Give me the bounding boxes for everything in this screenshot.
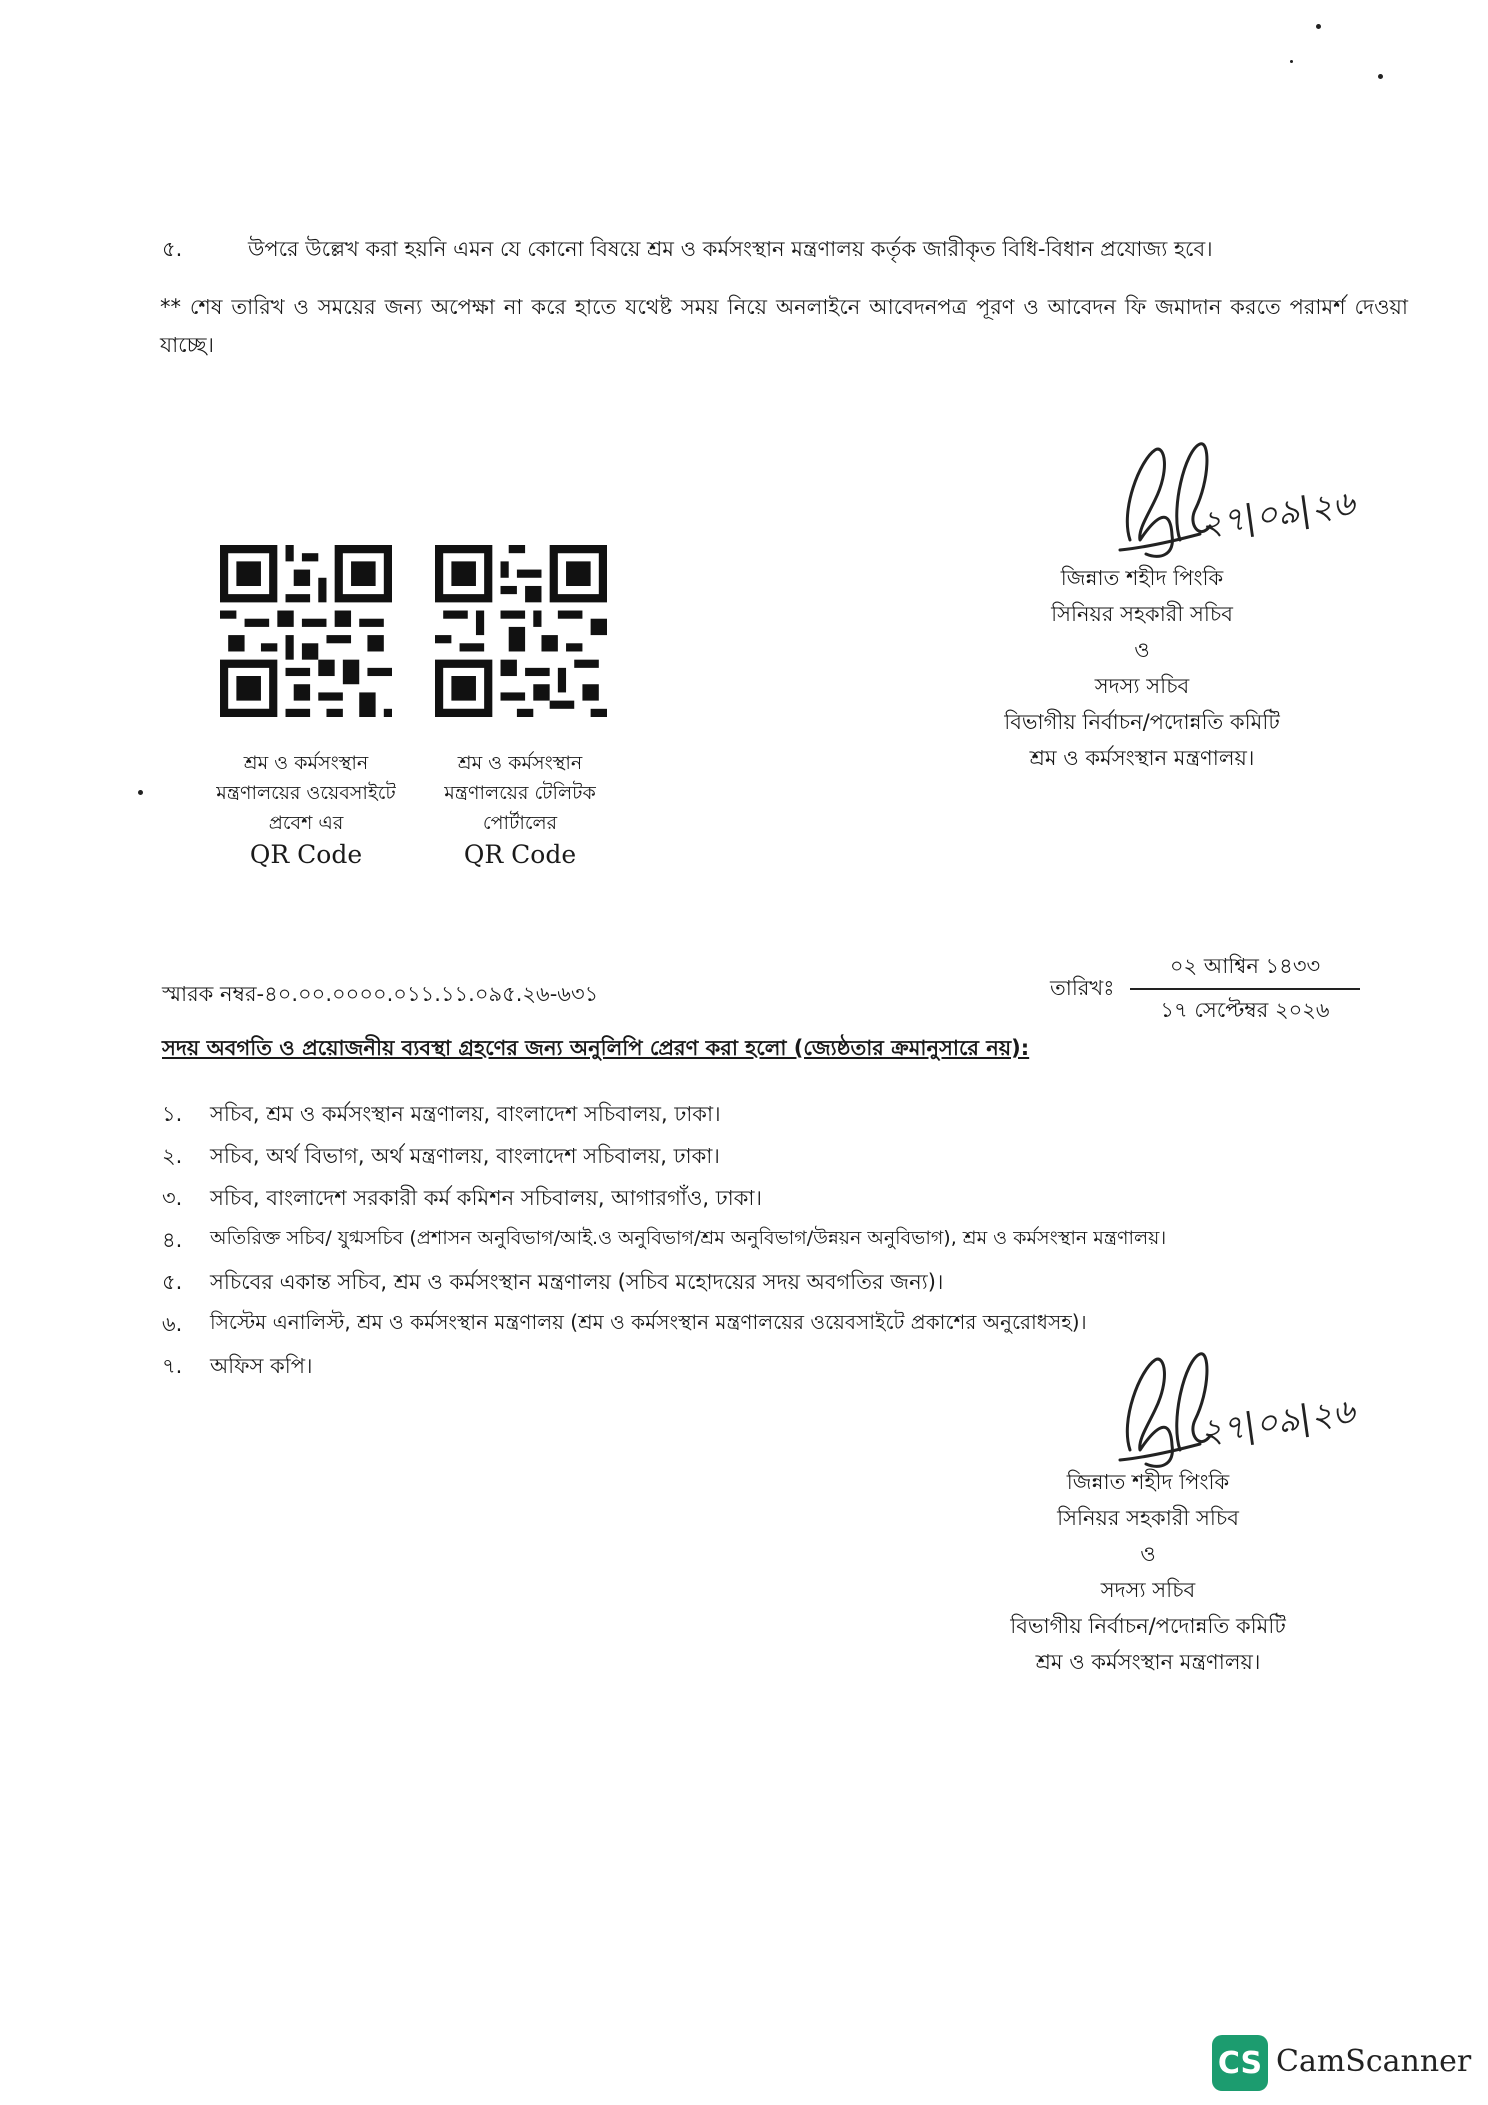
signatory-name: জিন্নাত শহীদ পিংকি [1060,566,1224,590]
signature-block-2 [968,1464,1328,1680]
signatory-role: সদস্য সচিব [1094,674,1190,698]
item-5 [0,232,1488,272]
signatory-conj: ও [1134,638,1150,662]
list-text: সচিব, শ্রম ও কর্মসংস্থান মন্ত্রণালয়, বাংলাদেশ সচিবালয়, ঢাকা। [210,1102,721,1126]
list-number: ৪. [162,1228,183,1252]
list-item [162,1098,1428,1138]
date-label: তারিখঃ [1050,976,1115,1000]
list-number: ৭. [162,1354,183,1378]
signatory-ministry: শ্রম ও কর্মসংস্থান মন্ত্রণালয়। [1029,746,1255,770]
qr-caption-website [196,748,416,872]
signatory-committee: বিভাগীয় নির্বাচন/পদোন্নতি কমিটি [1004,710,1280,734]
list-number: ৩. [162,1186,183,1210]
list-text: সচিব, অর্থ বিভাগ, অর্থ মন্ত্রণালয়, বাংলাদেশ সচিবালয়, ঢাকা। [210,1144,720,1168]
list-text: সচিবের একান্ত সচিব, শ্রম ও কর্মসংস্থান মন্ত্রণালয় (সচিব মহোদয়ের সদয় অবগতির জন্য)। [210,1270,944,1294]
qr-code-icon [435,545,607,717]
qr-caption-teletalk [410,748,630,872]
qr-caption-line: প্রবেশ এর [268,812,344,834]
copy-heading: সদয় অবগতি ও প্রয়োজনীয় ব্যবস্থা গ্রহণের জন্য অনুলিপি প্রেরণ করা হলো (জ্যেষ্ঠতার ক্রমানুসারে নয়): [162,1036,1030,1060]
list-text: অতিরিক্ত সচিব/ যুগ্মসচিব (প্রশাসন অনুবিভাগ/আই.ও অনুবিভাগ/শ্রম অনুবিভাগ/উন্নয়ন অনুবিভাগ), শ্রম ও কর্মসংস্থান মন্ত্রণালয়। [210,1227,1167,1249]
list-number: ১. [162,1102,183,1126]
qr-caption-line: শ্রম ও কর্মসংস্থান [243,752,369,774]
signature-date: ২৭|০৯|২৬ [1197,483,1358,545]
list-item [162,1140,1428,1180]
list-text: অফিস কপি। [210,1354,313,1378]
scan-speck [1378,74,1383,79]
list-number: ২. [162,1144,183,1168]
signatory-name: জিন্নাত শহীদ পিংকি [1066,1470,1230,1494]
list-item [162,1224,1428,1264]
signatory-designation: সিনিয়র সহকারী সচিব [1051,602,1233,626]
camscanner-logo-icon: CS [1212,2035,1268,2091]
qr-caption-line: মন্ত্রণালয়ের টেলিটক [444,782,596,804]
qr-caption-line: পোর্টালের [482,812,558,834]
signatory-conj: ও [1140,1542,1156,1566]
signatory-designation: সিনিয়র সহকারী সচিব [1057,1506,1239,1530]
qr-code-label: QR Code [463,840,577,869]
qr-code-label: QR Code [249,840,363,869]
list-text: সিস্টেম এনালিস্ট, শ্রম ও কর্মসংস্থান মন্ত্রণালয় (শ্রম ও কর্মসংস্থান মন্ত্রণালয়ের ওয়েবসাইটে প্রকাশের অনুরোধসহ)। [210,1310,1087,1334]
camscanner-watermark: CamScanner [1276,2044,1472,2079]
date-bangla: ০২ আশ্বিন ১৪৩৩ [1169,954,1321,978]
item-5-text: উপরে উল্লেখ করা হয়নি এমন যে কোনো বিষয়ে শ্রম ও কর্মসংস্থান মন্ত্রণালয় কর্তৃক জারীকৃত বিধি-বিধান প্রযোজ্য হবে। [248,237,1213,261]
list-number: ৬. [162,1312,183,1336]
qr-caption-line: শ্রম ও কর্মসংস্থান [457,752,583,774]
qr-code-icon [220,545,392,717]
list-item [162,1182,1428,1222]
qr-caption-line: মন্ত্রণালয়ের ওয়েবসাইটে [216,782,396,804]
list-number: ৫. [162,1270,183,1294]
scan-speck [138,790,143,795]
signatory-role: সদস্য সচিব [1100,1578,1196,1602]
item-5-number: ৫. [162,237,183,261]
signatory-committee: বিভাগীয় নির্বাচন/পদোন্নতি কমিটি [1010,1614,1286,1638]
signature-block-1 [962,560,1322,776]
memo-number: স্মারক নম্বর-৪০.০০.০০০০.০১১.১১.০৯৫.২৬-৬৩১ [162,982,599,1006]
date-english: ১৭ সেপ্টেম্বর ২০২৬ [1160,998,1330,1022]
list-text: সচিব, বাংলাদেশ সরকারী কর্ম কমিশন সচিবালয়, আগারগাঁও, ঢাকা। [210,1186,763,1210]
signatory-ministry: শ্রম ও কর্মসংস্থান মন্ত্রণালয়। [1035,1650,1261,1674]
signature-date: ২৭|০৯|২৬ [1197,1391,1358,1453]
list-item [162,1266,1428,1306]
advisory-note: ** শেষ তারিখ ও সময়ের জন্য অপেক্ষা না করে হাতে যথেষ্ট সময় নিয়ে অনলাইনে আবেদনপত্র পূরণ ও আবেদন ফি জমাদান করতে পরামর্শ দেওয়া যাচ্ছে। [160,295,1408,357]
date-divider [1130,988,1360,990]
scan-speck [1316,24,1321,29]
scan-speck [1290,60,1293,63]
